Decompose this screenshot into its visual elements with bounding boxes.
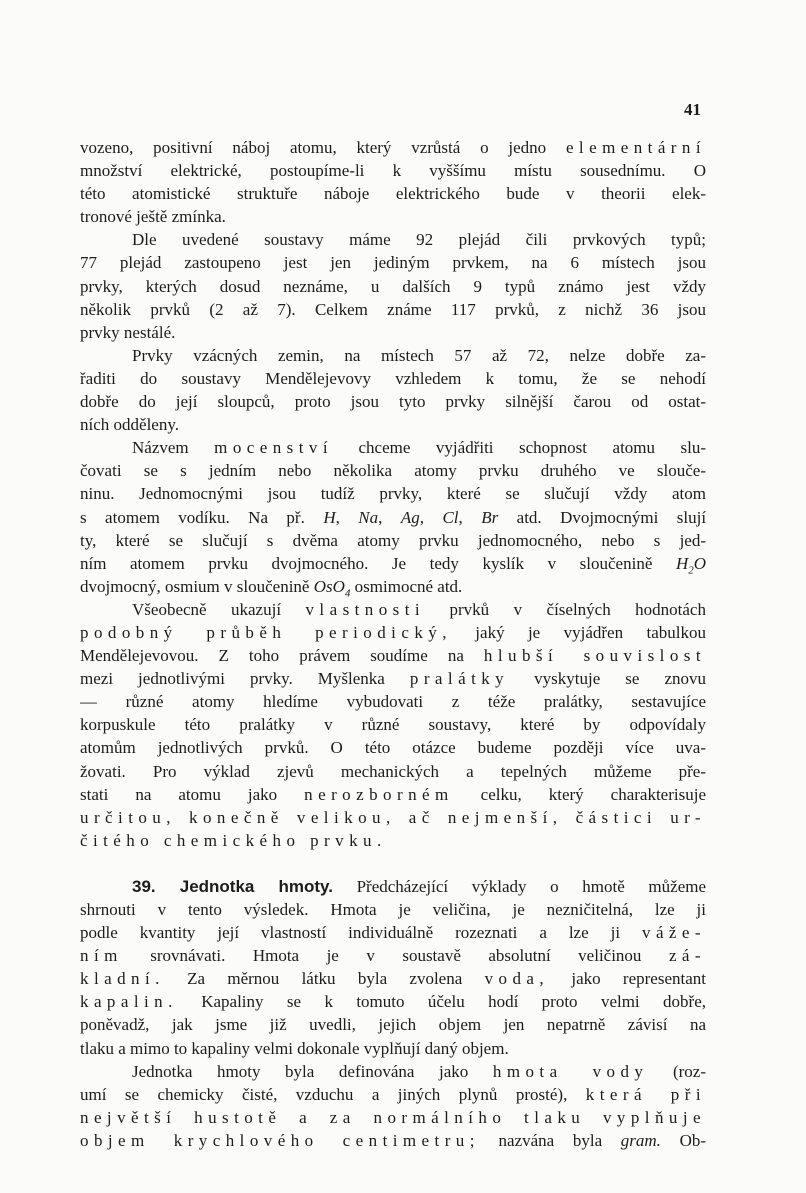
paragraph-plejads: Dle uvedené soustavy máme 92 plejád čili prvkových typů; 77 plejád zastoupeno jest jen jediným prvkem, na 6 místech jsou prvky, kterých dosud neznáme, u dalších 9 typů známo jest vždy několik prvků (2 až 7). Celkem známe 117 prvků, z nichž 36 jsou prvky nestálé.	[80, 230, 706, 342]
paragraph-rare-earths: Prvky vzácných zemin, na místech 57 až 72, nelze dobře za- řaditi do soustavy Mendělejevovy vzhledem k tomu, že se nehodí dobře do její sloupců, proto jsou tyto prvky silnější čarou od ostat- ních odděleny.	[80, 345, 706, 435]
paragraph-gram-definition: Jednotka hmoty byla definována jako hmota vody (roz- umí se chemicky čisté, vzduchu a jiných plynů prosté), která při největší hustotě a za normálního tlaku vyplňuje objem krychlového centimetru; nazvána byla gram. Ob-	[80, 1061, 706, 1150]
formula-water: $H_2O$	[675, 553, 706, 575]
formula-osmium-tetroxide: OsO$_4$	[313, 576, 351, 598]
paragraph-atomic-charge: vozeno, positivní náboj atomu, který vzrůstá o jedno elementární množství elektrické, postoupíme-li k vyššímu místu sousednímu. O této atomistické struktuře náboje elektrického bude v theorii elek- tronové ještě zmínka.	[80, 138, 706, 227]
page-number: 41	[684, 100, 701, 119]
page-body	[80, 136, 706, 1152]
section-heading: 39. Jednotka hmoty.	[132, 876, 333, 896]
section-gap	[80, 852, 706, 875]
paragraph-valence: Názvem mocenství chceme vyjádřiti schopnost atomu slu- čovati se s jedním nebo několika atomy prvku druhého ve slouče- ninu. Jednomocnými jsou tudíž prvky, které se slučují vždy atom s atomem vodíku. Na př. H, Na, Ag, Cl, Br atd. Dvojmocnými slují ty, které se slučují s dvěma atomy prvku jednomocného, nebo s jed- ním atomem prvku dvojmocného. Je tedy kyslík v sloučenině $H_2O$ dvojmocný, osmium v sloučenině OsO$_4$ osmimocné atd.	[80, 438, 706, 598]
paragraph-periodicity: Všeobecně ukazují vlastnosti prvků v číselných hodnotách podobný průběh periodický, jaký je vyjádřen tabulkou Mendělejevovou. Z toho právem soudíme na hlubší souvislost mezi jednotlivými prvky. Myšlenka pralátky vyskytuje se znovu — různé atomy hledíme vybudovati z téže pralátky, sestavujíce korpuskule této pralátky v různé soustavy, které by odpovídaly atomům jednotlivých prvků. O této otázce budeme později více uva- žovati. Pro výklad zjevů mechanických a tepelných můžeme pře- stati na atomu jako nerozborném celku, který charakterisuje určitou, konečně velikou, ač nejmenší, částici ur- čitého chemického prvku.	[80, 599, 706, 850]
section-unit-of-mass: 39. Jednotka hmoty. Předcházející výklady o hmotě můžeme shrnouti v tento výsledek. Hmota je veličina, je nezničitelná, lze ji podle kvantity její vlastností individuálně rozeznati a lze ji váže- ním srovnávati. Hmota je v soustavě absolutní veličinou zá- kladní. Za měrnou látku byla zvolena voda, jako representant kapalin. Kapaliny se k tomuto účelu hodí proto velmi dobře, poněvadž, jak jsme již uvedli, jejich objem jen nepatrně závisí na tlaku a mimo to kapaliny velmi dokonale vyplňují daný objem.	[80, 876, 706, 1058]
